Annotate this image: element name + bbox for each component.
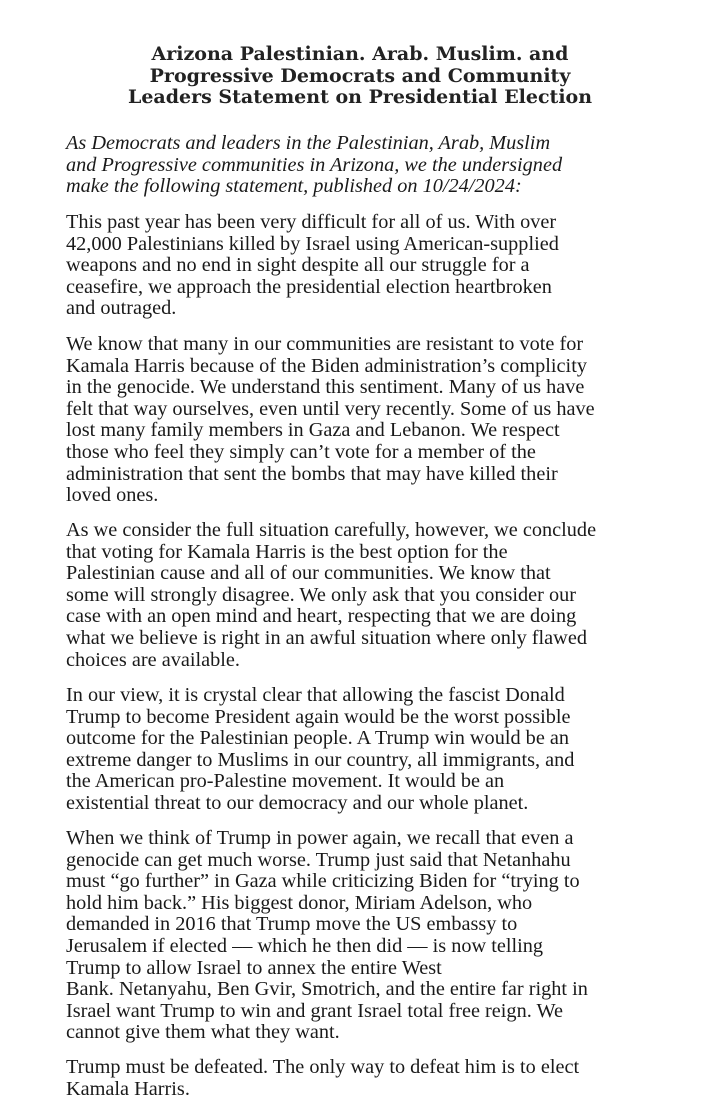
text-line: some will strongly disagree. We only ask that you consider our bbox=[66, 583, 577, 606]
paragraph-3 bbox=[66, 520, 646, 671]
intro-paragraph bbox=[66, 133, 646, 198]
paragraph-2 bbox=[66, 334, 646, 507]
paragraph-5 bbox=[66, 828, 646, 1044]
text-line: existential threat to our democracy and our whole planet. bbox=[66, 791, 529, 814]
text-line: genocide can get much worse. Trump just said that Netanhahu bbox=[66, 848, 571, 871]
title-line: Leaders Statement on Presidential Election bbox=[127, 86, 593, 108]
text-line: Jerusalem if elected –– which he then did –– is now telling bbox=[66, 934, 544, 957]
text-line: choices are available. bbox=[66, 648, 240, 671]
text-line: felt that way ourselves, even until very recently. Some of us have bbox=[66, 397, 595, 420]
text-line: As Democrats and leaders in the Palestinian, Arab, Muslim bbox=[66, 132, 551, 154]
text-line: must “go further” in Gaza while criticizing Biden for “trying to bbox=[66, 870, 580, 893]
text-line: Trump must be defeated. The only way to defeat him is to elect bbox=[66, 1056, 580, 1078]
text-line: that voting for Kamala Harris is the best option for the bbox=[66, 540, 508, 563]
text-line: what we believe is right in an awful situation where only flawed bbox=[66, 626, 587, 649]
paragraph-4 bbox=[66, 685, 646, 815]
text-line: This past year has been very difficult for all of us. With over bbox=[66, 211, 557, 233]
text-line: administration that sent the bombs that may have killed their bbox=[66, 462, 558, 485]
text-line: Kamala Harris because of the Biden administration’s complicity bbox=[66, 354, 587, 377]
text-line: in the genocide. We understand this sentiment. Many of us have bbox=[66, 376, 585, 399]
text-line: 42,000 Palestinians killed by Israel using American-supplied bbox=[66, 232, 559, 255]
text-line: make the following statement, published on 10/24/2024: bbox=[66, 175, 522, 198]
text-line: We know that many in our communities are resistant to vote for bbox=[66, 333, 584, 355]
text-line: In our view, it is crystal clear that allowing the fascist Donald bbox=[66, 684, 565, 706]
text-line: Kamala Harris. bbox=[66, 1077, 190, 1100]
text-line: and outraged. bbox=[66, 297, 177, 320]
text-line: cannot give them what they want. bbox=[66, 1021, 340, 1044]
text-line: When we think of Trump in power again, we recall that even a bbox=[66, 827, 574, 849]
text-line: outcome for the Palestinian people. A Trump win would be an bbox=[66, 727, 570, 750]
text-line: hold him back.” His biggest donor, Miriam Adelson, who bbox=[66, 891, 533, 914]
title-line: Arizona Palestinian. Arab. Muslim. and bbox=[151, 43, 569, 65]
text-line: ceasefire, we approach the presidential election heartbroken bbox=[66, 275, 552, 298]
paragraph-1 bbox=[66, 212, 646, 320]
text-line: and Progressive communities in Arizona, we the undersigned bbox=[66, 153, 563, 176]
text-line: case with an open mind and heart, respecting that we are doing bbox=[66, 605, 577, 628]
text-line: Palestinian cause and all of our communities. We know that bbox=[66, 562, 551, 585]
title-line: Progressive Democrats and Community bbox=[149, 64, 571, 87]
text-line: weapons and no end in sight despite all our struggle for a bbox=[66, 254, 530, 277]
text-line: lost many family members in Gaza and Lebanon. We respect bbox=[66, 419, 560, 442]
text-line: loved ones. bbox=[66, 484, 159, 507]
text-line: extreme danger to Muslims in our country, all immigrants, and bbox=[66, 748, 575, 771]
text-line: As we consider the full situation carefully, however, we conclude bbox=[66, 519, 597, 541]
text-line: Israel want Trump to win and grant Israel total free reign. We bbox=[66, 999, 563, 1022]
document-title bbox=[0, 44, 720, 109]
paragraph-6 bbox=[66, 1057, 646, 1100]
text-line: demanded in 2016 that Trump move the US embassy to bbox=[66, 913, 518, 936]
text-line: the American pro-Palestine movement. It would be an bbox=[66, 770, 505, 793]
text-line: Bank. Netanyahu, Ben Gvir, Smotrich, and the entire far right in bbox=[66, 978, 588, 1001]
text-line: those who feel they simply can’t vote for a member of the bbox=[66, 440, 536, 463]
text-line: Trump to allow Israel to annex the entire West bbox=[66, 956, 442, 979]
text-line: Trump to become President again would be the worst possible bbox=[66, 705, 571, 728]
